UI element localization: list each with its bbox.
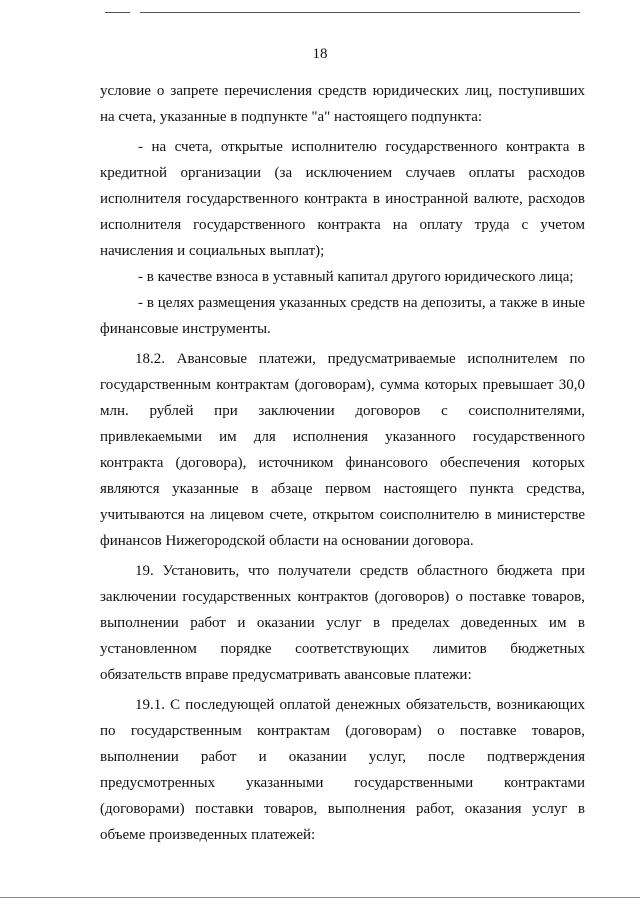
paragraph: условие о запрете перечисления средств юридических лиц, поступивших на счета, указанные в подпункте "а" настоящего подпункта: (100, 83, 585, 125)
bottom-scan-line (0, 897, 640, 898)
paragraph: - в целях размещения указанных средств на депозиты, а также в иные финансовые инструменты. (100, 295, 585, 337)
paragraph: 18.2. Авансовые платежи, предусматриваемые исполнителем по государственным контрактам (договорам), сумма которых превышает 30,0 млн. рублей при заключении договоров с соисполнителями, привлекаемыми им для исполнения указанного государственного контракта (договора), источником финансового обеспечения которых являются указанные в абзаце первом настоящего пункта средства, учитываются на лицевом счете, открытом соисполнителю в министерстве финансов Нижегородской области на основании договора. (100, 351, 585, 549)
page-number: 18 (312, 46, 328, 62)
document-body (100, 78, 585, 848)
paragraph: 19.1. С последующей оплатой денежных обязательств, возникающих по государственным контрактам (договорам) о поставке товаров, выполнении работ и оказании услуг, после подтверждения предусмотренных указанными государственными контрактами (договорами) поставки товаров, выполнения работ, оказания услуг в объеме произведенных платежей: (100, 697, 585, 843)
paragraph: - в качестве взноса в уставный капитал другого юридического лица; (138, 269, 574, 285)
paragraph: - на счета, открытые исполнителю государственного контракта в кредитной организации (за исключением случаев оплаты расходов исполнителя государственного контракта в иностранной валюте, расходов исполнителя государственного контракта на оплату труда с учетом начисления и социальных выплат); (100, 139, 585, 259)
paragraph: 19. Установить, что получатели средств областного бюджета при заключении государственных контрактов (договоров) о поставке товаров, выполнении работ и оказании услуг в пределах доведенных им в установленном порядке соответствующих лимитов бюджетных обязательств вправе предусматривать авансовые платежи: (100, 563, 585, 683)
top-scan-line (140, 12, 580, 13)
top-scan-line-short (105, 12, 130, 13)
